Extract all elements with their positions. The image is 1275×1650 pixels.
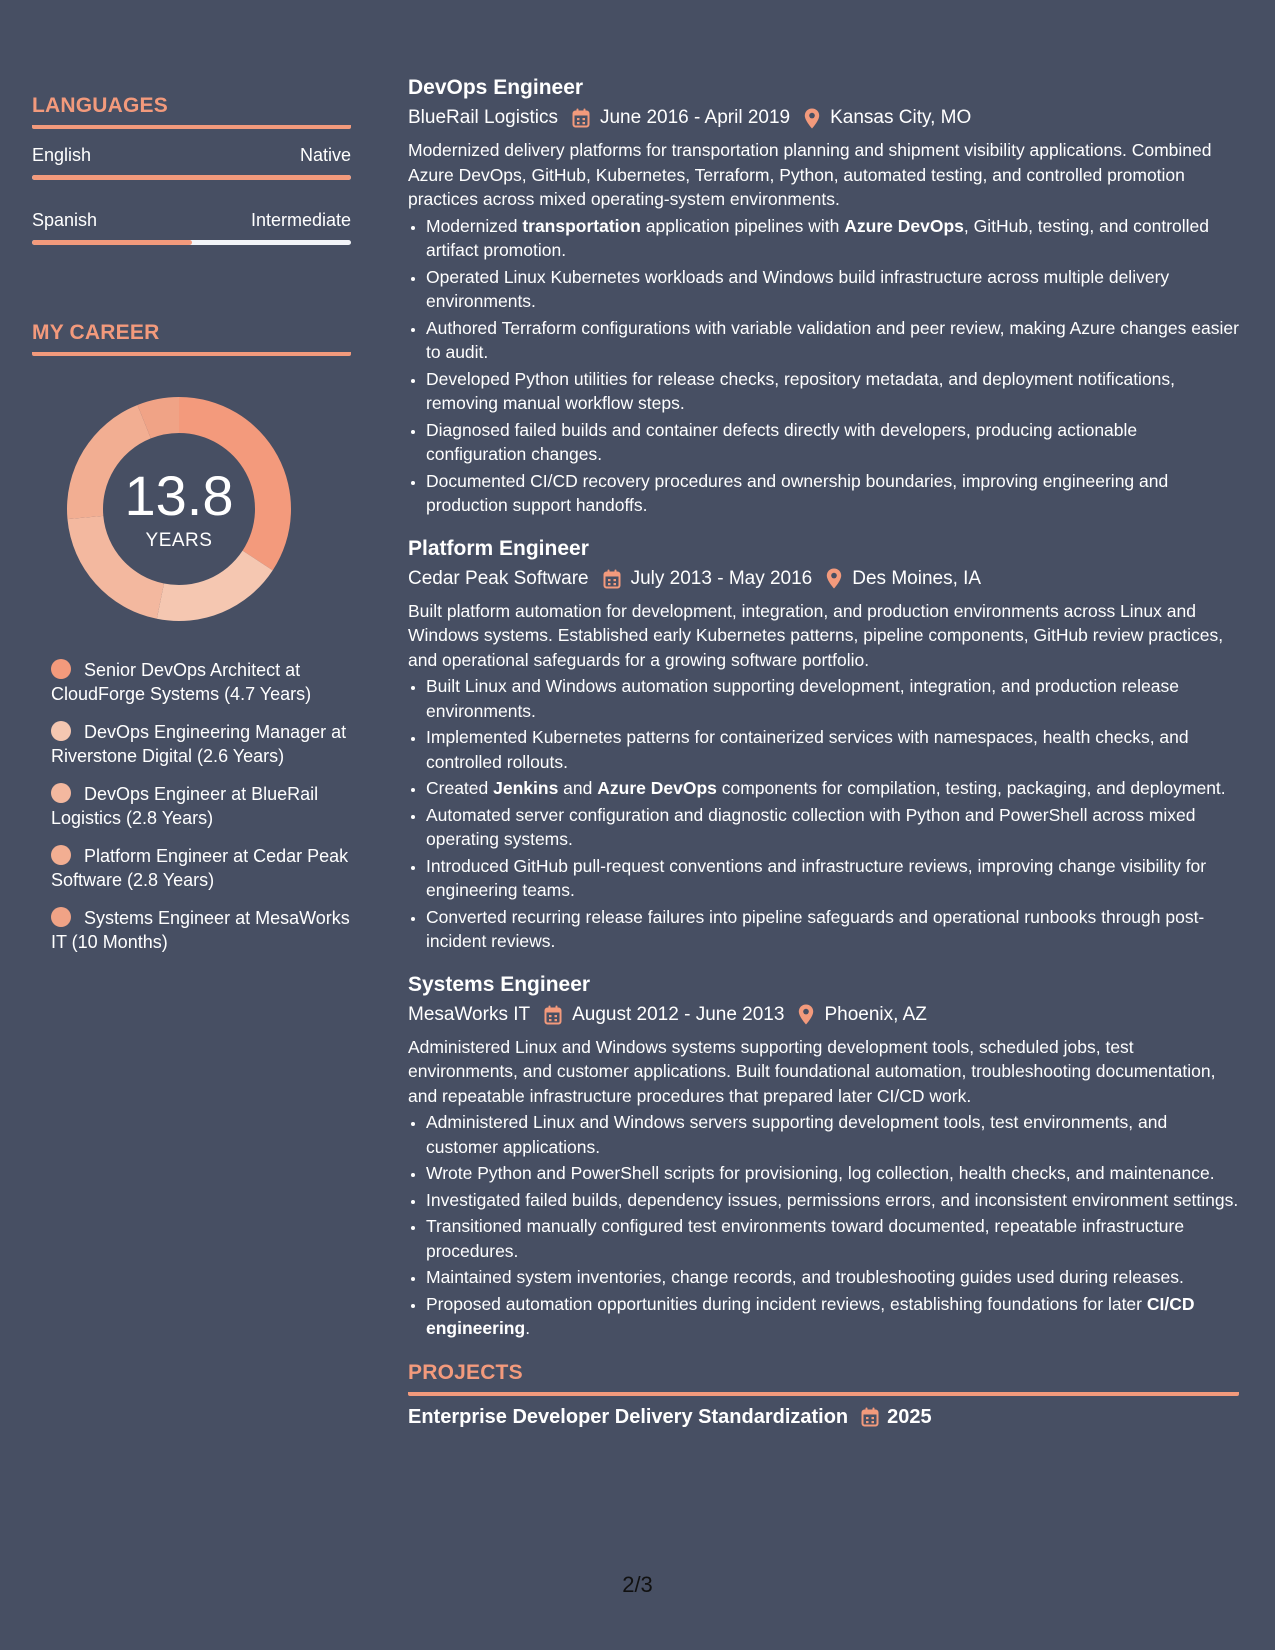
- bullet-text: Diagnosed failed builds and container defects directly with developers, producing actionable configuration changes.: [426, 419, 1138, 464]
- bullet-text: components for compilation, testing, packaging, and deployment.: [716, 778, 1226, 798]
- bullet-keyword: Jenkins: [493, 778, 559, 798]
- language-proficiency-bar: [32, 240, 351, 245]
- job-bullet: [426, 1161, 1239, 1186]
- projects-list: [408, 1406, 1239, 1429]
- language-row: [32, 145, 351, 166]
- bullet-text: Proposed automation opportunities during incident reviews, establishing foundations for later: [426, 1293, 1147, 1314]
- location-icon-wrap: [804, 108, 820, 129]
- company-name: BlueRail Logistics: [408, 107, 558, 128]
- job-bullet: [426, 674, 1239, 723]
- location-icon-wrap: [826, 568, 842, 589]
- legend-dot-icon: [51, 845, 71, 865]
- career-legend-item: [51, 906, 351, 954]
- bullet-keyword: CI/CD engineering: [426, 1293, 1195, 1338]
- career-legend-label: DevOps Engineering Manager at Riverstone Digital (2.6 Years): [51, 722, 347, 766]
- job-bullet: [426, 854, 1239, 903]
- sidebar: [32, 94, 351, 968]
- language-row: [32, 210, 351, 231]
- job-bullet-list: [408, 674, 1239, 954]
- language-level: Native: [299, 145, 351, 165]
- language-level: Intermediate: [250, 210, 351, 230]
- company-name: MesaWorks IT: [408, 1003, 531, 1025]
- job-bullet: [426, 214, 1239, 263]
- bullet-text: Transitioned manually configured test environments toward documented, repeatable infrastructure procedures.: [426, 1216, 1185, 1261]
- career-legend-label: Platform Engineer at Cedar Peak Software (2.8 Years): [51, 846, 349, 890]
- language-proficiency-fill: [32, 175, 351, 180]
- date-icon-wrap: [603, 569, 621, 589]
- job-bullet: [426, 469, 1239, 518]
- experience-section: [408, 76, 1239, 1341]
- job-bullet-list: [408, 214, 1239, 518]
- job-meta: [408, 567, 1239, 591]
- job-location: Des Moines, IA: [852, 567, 982, 589]
- map-pin-icon: [804, 108, 820, 129]
- bullet-text: Administered Linux and Windows servers supporting development tools, test environments, and customer applications.: [426, 1112, 1168, 1157]
- job-location: Kansas City, MO: [830, 107, 972, 128]
- career-legend-label: Senior DevOps Architect at CloudForge Systems (4.7 Years): [51, 660, 312, 704]
- job-bullet: [426, 367, 1239, 416]
- bullet-text: Created: [426, 778, 494, 798]
- calendar-icon: [544, 1005, 562, 1025]
- job-location: Phoenix, AZ: [824, 1003, 927, 1025]
- company-name: Cedar Peak Software: [408, 567, 589, 589]
- experience-entry: [408, 76, 1239, 518]
- job-bullet: [426, 905, 1239, 954]
- map-pin-icon: [826, 568, 842, 589]
- career-donut-center: [64, 394, 294, 624]
- bullet-text: .: [525, 1318, 531, 1338]
- job-title: Platform Engineer: [408, 536, 589, 560]
- location-icon-wrap: [798, 1004, 814, 1025]
- bullet-text: Documented CI/CD recovery procedures and ownership boundaries, improving engineering and production support handoffs.: [426, 470, 1169, 515]
- date-icon-wrap: [572, 108, 590, 128]
- bullet-text: Developed Python utilities for release checks, repository metadata, and deployment notifications, removing manual workflow steps.: [426, 368, 1176, 413]
- bullet-text: Wrote Python and PowerShell scripts for provisioning, log collection, health checks, and maintenance.: [426, 1163, 1215, 1183]
- bullet-text: Converted recurring release failures into pipeline safeguards and operational runbooks through post-incident reviews.: [426, 906, 1205, 951]
- language-name: English: [32, 145, 92, 165]
- bullet-keyword: Azure DevOps: [597, 778, 717, 798]
- job-meta: [408, 1003, 1239, 1027]
- job-bullet: [426, 1292, 1239, 1341]
- job-bullet: [426, 725, 1239, 774]
- job-bullet: [426, 803, 1239, 852]
- calendar-icon: [572, 108, 590, 128]
- bullet-text: application pipelines with: [640, 215, 845, 236]
- date-icon-wrap: [544, 1005, 562, 1025]
- job-meta: [408, 106, 1239, 130]
- job-title: Systems Engineer: [408, 972, 591, 996]
- bullet-keyword: transportation: [522, 215, 641, 236]
- job-bullet: [426, 1265, 1239, 1290]
- legend-dot-icon: [51, 783, 71, 803]
- job-dates: July 2013 - May 2016: [630, 567, 813, 589]
- experience-entry: [408, 973, 1239, 1341]
- bullet-text: Authored Terraform configurations with variable validation and peer review, making Azure changes easier to audit.: [426, 317, 1239, 362]
- job-description: Modernized delivery platforms for transportation planning and shipment visibility applications. Combined Azure DevOps, GitHub, Kubernetes, Terraform, Python, automated testing, and controlled promotion practices across mixed operating-system environments.: [408, 140, 1212, 209]
- calendar-icon: [603, 569, 621, 589]
- job-dates: June 2016 - April 2019: [599, 107, 791, 128]
- career-total-years: 13.8: [124, 464, 234, 527]
- job-bullet: [426, 418, 1239, 467]
- bullet-text: Implemented Kubernetes patterns for containerized services with namespaces, health checks, and controlled rollouts.: [426, 727, 1189, 772]
- career-years-unit: YEARS: [145, 530, 213, 551]
- main-content: [408, 76, 1239, 1429]
- bullet-keyword: Azure DevOps: [844, 215, 964, 236]
- languages-list: [32, 145, 351, 245]
- job-bullet: [426, 1188, 1239, 1213]
- languages-heading: LANGUAGES: [32, 94, 351, 129]
- bullet-text: Maintained system inventories, change records, and troubleshooting guides used during releases.: [426, 1267, 1184, 1287]
- career-heading: MY CAREER: [32, 321, 351, 356]
- job-bullet-list: [408, 1110, 1239, 1341]
- career-legend-item: [51, 782, 351, 830]
- career-legend: [51, 658, 351, 954]
- bullet-text: Automated server configuration and diagnostic collection with Python and PowerShell across mixed operating systems.: [426, 804, 1196, 849]
- job-title: DevOps Engineer: [408, 76, 584, 99]
- language-name: Spanish: [32, 210, 98, 230]
- career-donut-chart: [64, 394, 294, 624]
- career-legend-item: [51, 844, 351, 892]
- experience-entry: [408, 537, 1239, 954]
- career-legend-item: [51, 720, 351, 768]
- legend-dot-icon: [51, 721, 71, 741]
- project-name: Enterprise Developer Delivery Standardization: [408, 1405, 849, 1428]
- career-legend-label: Systems Engineer at MesaWorks IT (10 Months): [51, 908, 350, 952]
- date-icon-wrap: [861, 1407, 879, 1427]
- job-description: Built platform automation for development, integration, and production environments across Linux and Windows systems. Established early Kubernetes patterns, pipeline components, GitHub review practices, and operational safeguards for a growing software portfolio.: [408, 600, 1224, 670]
- job-bullet: [426, 316, 1239, 365]
- job-dates: August 2012 - June 2013: [572, 1003, 785, 1025]
- page-number: 2/3: [622, 1572, 653, 1597]
- career-legend-label: DevOps Engineer at BlueRail Logistics (2.8 Years): [51, 784, 319, 828]
- project-year: 2025: [887, 1405, 932, 1428]
- bullet-text: Built Linux and Windows automation supporting development, integration, and production release environments.: [426, 676, 1179, 721]
- bullet-text: Operated Linux Kubernetes workloads and Windows build infrastructure across multiple delivery environments.: [426, 266, 1170, 311]
- job-bullet: [426, 1110, 1239, 1159]
- career-legend-item: [51, 658, 351, 706]
- legend-dot-icon: [51, 659, 71, 679]
- bullet-text: Modernized: [426, 215, 523, 236]
- calendar-icon: [861, 1407, 879, 1427]
- language-proficiency-fill: [32, 240, 192, 245]
- job-bullet: [426, 776, 1239, 801]
- legend-dot-icon: [51, 907, 71, 927]
- bullet-text: and: [558, 778, 598, 798]
- project-entry: [408, 1406, 1239, 1429]
- job-bullet: [426, 265, 1239, 314]
- bullet-text: , GitHub, testing, and controlled artifact promotion.: [426, 215, 1210, 260]
- language-proficiency-bar: [32, 175, 351, 180]
- bullet-text: Introduced GitHub pull-request conventions and infrastructure reviews, improving change visibility for engineering teams.: [426, 855, 1207, 900]
- map-pin-icon: [798, 1004, 814, 1025]
- job-bullet: [426, 1214, 1239, 1263]
- projects-heading: PROJECTS: [408, 1361, 1239, 1396]
- job-description: Administered Linux and Windows systems supporting development tools, scheduled jobs, test environments, and customer applications. Built foundational automation, troubleshooting documentation, and repeatable infrastructure procedures that prepared later CI/CD work.: [408, 1036, 1216, 1106]
- bullet-text: Investigated failed builds, dependency issues, permissions errors, and inconsistent environment settings.: [426, 1189, 1239, 1210]
